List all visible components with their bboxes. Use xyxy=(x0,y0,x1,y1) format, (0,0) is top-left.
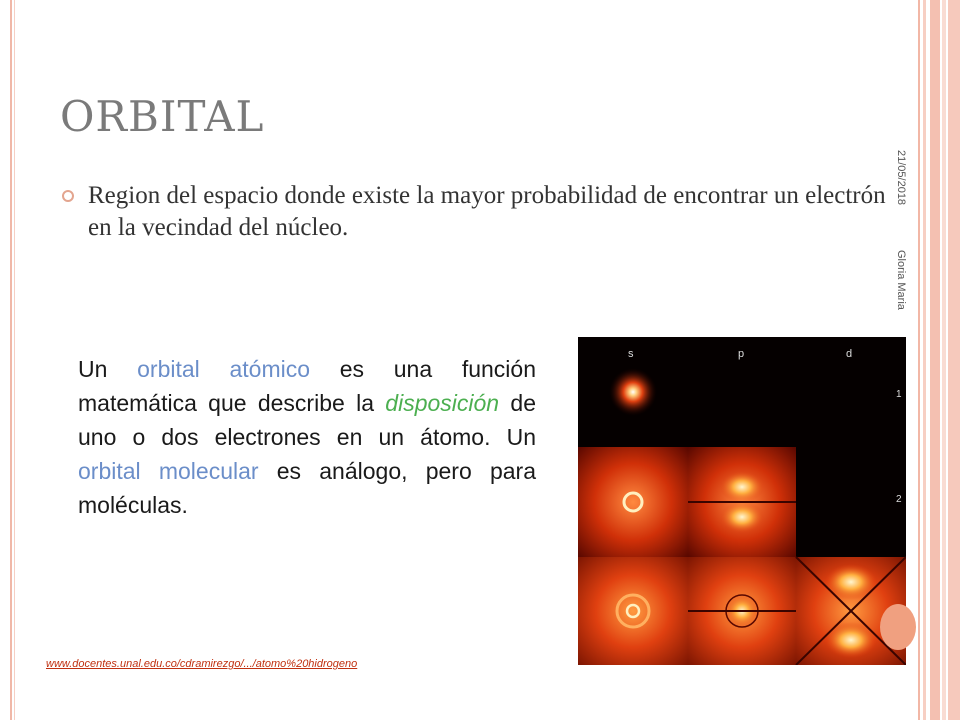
orbital-3d-lobe-bottom xyxy=(825,622,877,658)
orbital-1s xyxy=(609,368,657,416)
orbital-2p-top-lobe xyxy=(720,471,764,503)
source-link[interactable]: www.docentes.unal.edu.co/cdramirezgo/.../atomo%20hidrogeno xyxy=(46,658,358,670)
right-stripe-2 xyxy=(923,0,926,720)
bullet-circle-icon xyxy=(62,190,74,202)
slide-author: Gloria Maria xyxy=(895,250,907,310)
orbital-paragraph xyxy=(78,352,536,522)
label-s: s xyxy=(628,348,634,360)
para-text-2: es una función matemática que describe la xyxy=(78,356,536,416)
orbital-2s-bg xyxy=(578,447,688,557)
link-disposicion[interactable]: disposición xyxy=(385,390,500,416)
label-2: 2 xyxy=(896,494,902,505)
slide-date: 21/05/2018 xyxy=(895,150,907,206)
label-d: d xyxy=(846,348,853,360)
orbital-3d-lobe-top xyxy=(825,564,877,600)
right-stripe-4 xyxy=(942,0,946,720)
link-orbital-atomico[interactable]: orbital atómico xyxy=(137,356,311,382)
right-stripe-3 xyxy=(930,0,940,720)
slide-number-circle xyxy=(880,604,916,650)
label-1: 1 xyxy=(896,389,902,400)
orbital-image xyxy=(578,337,906,665)
bullet-text: Region del espacio donde existe la mayor probabilidad de encontrar un electrón en la vecindad del núcleo. xyxy=(88,182,886,241)
right-stripe-5 xyxy=(948,0,960,720)
slide-title: ORBITAL xyxy=(60,92,265,141)
orbital-grid-svg xyxy=(578,337,906,665)
right-stripe-1 xyxy=(918,0,920,720)
orbital-3s-bg xyxy=(578,557,688,665)
label-p: p xyxy=(738,348,745,360)
left-frame-line-inner xyxy=(14,0,15,720)
para-text-4: es análogo, pero para moléculas. xyxy=(78,458,536,518)
link-orbital-molecular[interactable]: orbital molecular xyxy=(78,458,259,484)
para-text-1: Un xyxy=(78,356,138,382)
orbital-2d-empty xyxy=(796,447,906,557)
left-frame-line xyxy=(10,0,12,720)
para-text-3: de uno o dos electrones en un átomo. Un xyxy=(78,390,536,450)
side-footer xyxy=(893,150,907,350)
orbital-2p-bottom-lobe xyxy=(720,501,764,533)
